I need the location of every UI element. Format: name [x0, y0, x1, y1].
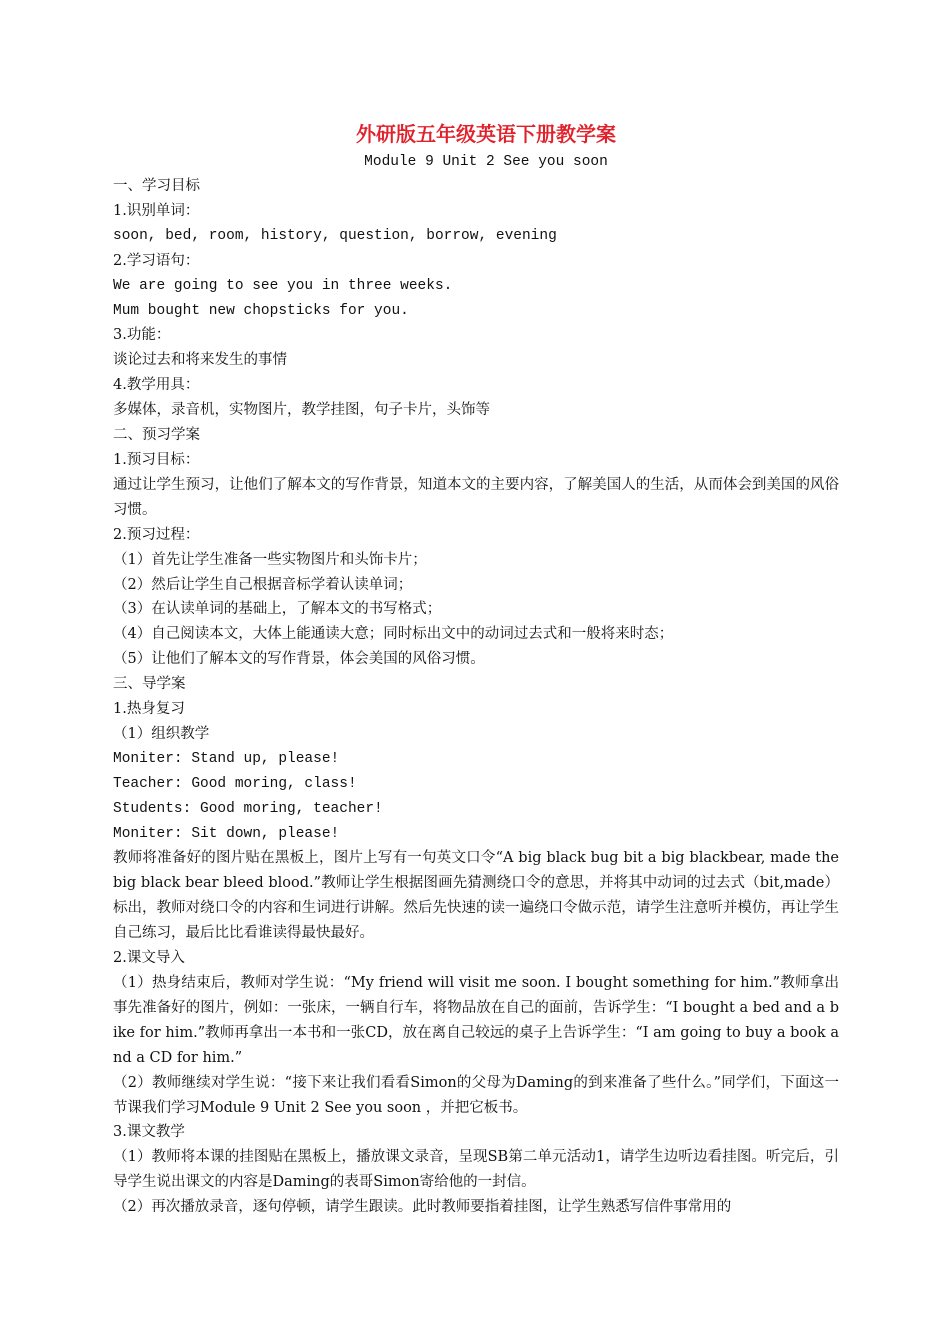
body-line: （2）再次播放录音，逐句停顿，请学生跟读。此时教师要指着挂图，让学生熟悉写信件事常用的: [113, 1199, 732, 1216]
body-line: 2.课文导入: [113, 950, 185, 967]
body-line: We are going to see you in three weeks.: [113, 277, 453, 294]
body-line: （3）在认读单词的基础上，了解本文的书写格式；: [113, 601, 442, 618]
body-line: 4.教学用具：: [113, 377, 200, 394]
body-line: 1.识别单词：: [113, 202, 200, 219]
body-line: Moniter: Sit down, please!: [113, 825, 340, 842]
body-line: （4）自己阅读本文，大体上能通读大意；同时标出文中的动词过去式和一般将来时态；: [113, 626, 674, 643]
body-line: 3.课文教学: [113, 1124, 185, 1141]
body-line: soon, bed, room, history, question, borrow, evening: [113, 227, 557, 244]
body-line: 一、学习目标: [113, 178, 200, 194]
body-line: 1.预习目标：: [113, 451, 200, 468]
body-line: 2.预习过程：: [113, 526, 200, 543]
body-line: 2.学习语句：: [113, 252, 200, 269]
body-line: 多媒体，录音机，实物图片，教学挂图，句子卡片，头饰等: [113, 402, 490, 419]
document-page: [113, 118, 839, 1220]
body-line: （2）然后让学生自己根据音标学着认读单词；: [113, 576, 413, 593]
body-line: 3.功能：: [113, 327, 171, 344]
body-line: （1）首先让学生准备一些实物图片和头饰卡片；: [113, 551, 427, 568]
document-body: [113, 174, 839, 1220]
body-paragraph: （1）教师将本课的挂图贴在黑板上，播放课文录音，呈现SB第二单元活动1，请学生边听边看挂图。听完后，引导学生说出课文的内容是Daming的表哥Simon寄给他的一封信。: [113, 1149, 839, 1191]
body-paragraph: 教师将准备好的图片贴在黑板上，图片上写有一句英文口令“A big black bug bit a big blackbear, made the big black bear bleed blood.”教师让学生根据图画先猜测绕口令的意思，并将其中动词的过去式（bit,made）标出，教师对绕口令的内容和生词进行讲解。然后先快速的读一遍绕口令做示范，请学生注意听并模仿，再让学生自己练习，最后比比看谁读得最快最好。: [113, 850, 839, 942]
document-subtitle: Module 9 Unit 2 See you soon: [364, 154, 608, 170]
body-line: （1）组织教学: [113, 725, 210, 742]
body-line: 二、预习学案: [113, 427, 200, 444]
body-paragraph: （1）热身结束后，教师对学生说：“My friend will visit me soon. I bought something for him.”教师拿出事先准备好的图片，例如：一张床，一辆自行车，将物品放在自己的面前，告诉学生：“I bought a bed and a bike for him.”教师再拿出一本书和一张CD，放在离自己较远的桌子上告诉学生：“I am going to buy a book and a CD for him.”: [113, 975, 839, 1066]
body-line: Mum bought new chopsticks for you.: [113, 302, 409, 319]
body-line: （5）让他们了解本文的写作背景，体会美国的风俗习惯。: [113, 651, 485, 668]
body-paragraph: （2）教师继续对学生说：“接下来让我们看看Simon的父母为Daming的到来准备了些什么。”同学们，下面这一节课我们学习Module 9 Unit 2 See you soon ，并把它板书。: [113, 1074, 839, 1116]
body-paragraph: 通过让学生预习，让他们了解本文的写作背景，知道本文的主要内容，了解美国人的生活，从而体会到美国的风俗习惯。: [113, 476, 839, 518]
body-line: 谈论过去和将来发生的事情: [113, 352, 287, 369]
body-line: Students: Good moring, teacher!: [113, 800, 383, 817]
document-title: 外研版五年级英语下册教学案: [356, 122, 616, 146]
body-line: Teacher: Good moring, class!: [113, 775, 357, 792]
body-line: Moniter: Stand up, please!: [113, 750, 340, 767]
body-line: 三、导学案: [113, 676, 186, 693]
body-line: 1.热身复习: [113, 701, 185, 718]
